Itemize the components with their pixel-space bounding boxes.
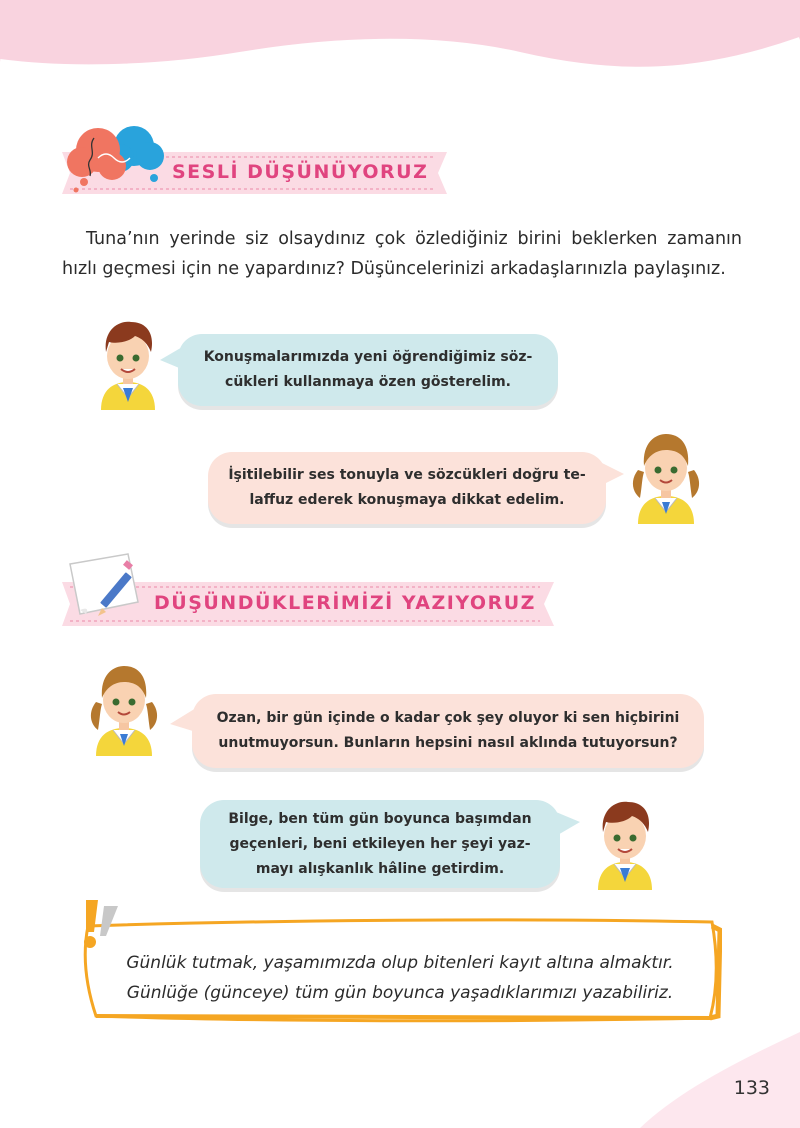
intro-paragraph: Tuna’nın yerinde siz olsaydınız çok özlediğiniz birini beklerken zamanın hızlı geçmesi için ne yapardınız? Düşüncelerinizi arkadaşlarınızla paylaşınız. [62,229,742,279]
note-line-1: Günlük tutmak, yaşamımızda olup bitenleri kayıt altına almaktır. [126,953,674,973]
bubble-4-line-2: geçenleri, beni etkileyen her şeyi yaz- [229,836,531,852]
speech-bubble-4 [200,800,560,888]
speech-bubble-1 [178,334,558,406]
thought-clouds-icon [62,120,168,194]
top-wave-decoration [0,0,800,90]
paper-pencil-icon [66,550,150,622]
girl-character [628,428,704,524]
note-text [80,948,720,1008]
bubble-tail [170,708,196,734]
boy-character [95,318,161,410]
bubble-4-line-3: mayı alışkanlık hâline getirdim. [255,861,505,877]
bubble-tail [600,462,624,488]
bubble-tail [556,812,580,838]
boy-character [592,798,658,890]
bubble-4-line-1: Bilge, ben tüm gün boyunca başımdan [228,811,532,827]
section-title-aloud: SESLİ DÜŞÜNÜYORUZ [172,161,429,183]
section-title-writing: DÜŞÜNDÜKLERİMİZİ YAZIYORUZ [154,592,536,614]
bubble-3-line-1: Ozan, bir gün içinde o kadar çok şey oluyor ki sen hiçbirini [216,710,680,726]
bubble-3-line-2: unutmuyorsun. Bunların hepsini nasıl aklında tutuyorsun? [218,735,678,751]
bubble-2-line-1: İşitilebilir ses tonuyla ve sözcükleri doğru te- [228,467,586,483]
note-line-2: Günlüğe (günceye) tüm gün boyunca yaşadıklarımızı yazabiliriz. [126,983,674,1003]
exclamation-icon [76,896,122,952]
speech-bubble-3 [192,694,704,768]
bubble-1-line-2: cükleri kullanmaya özen gösterelim. [225,374,511,390]
bubble-1-line-1: Konuşmalarımızda yeni öğrendiğimiz söz- [203,349,533,365]
speech-bubble-2 [208,452,606,524]
bubble-2-line-2: laffuz ederek konuşmaya dikkat edelim. [249,492,565,508]
bubble-tail [160,346,184,372]
girl-character [86,660,162,756]
page-number: 133 [733,1077,770,1099]
corner-decoration [640,1030,800,1128]
